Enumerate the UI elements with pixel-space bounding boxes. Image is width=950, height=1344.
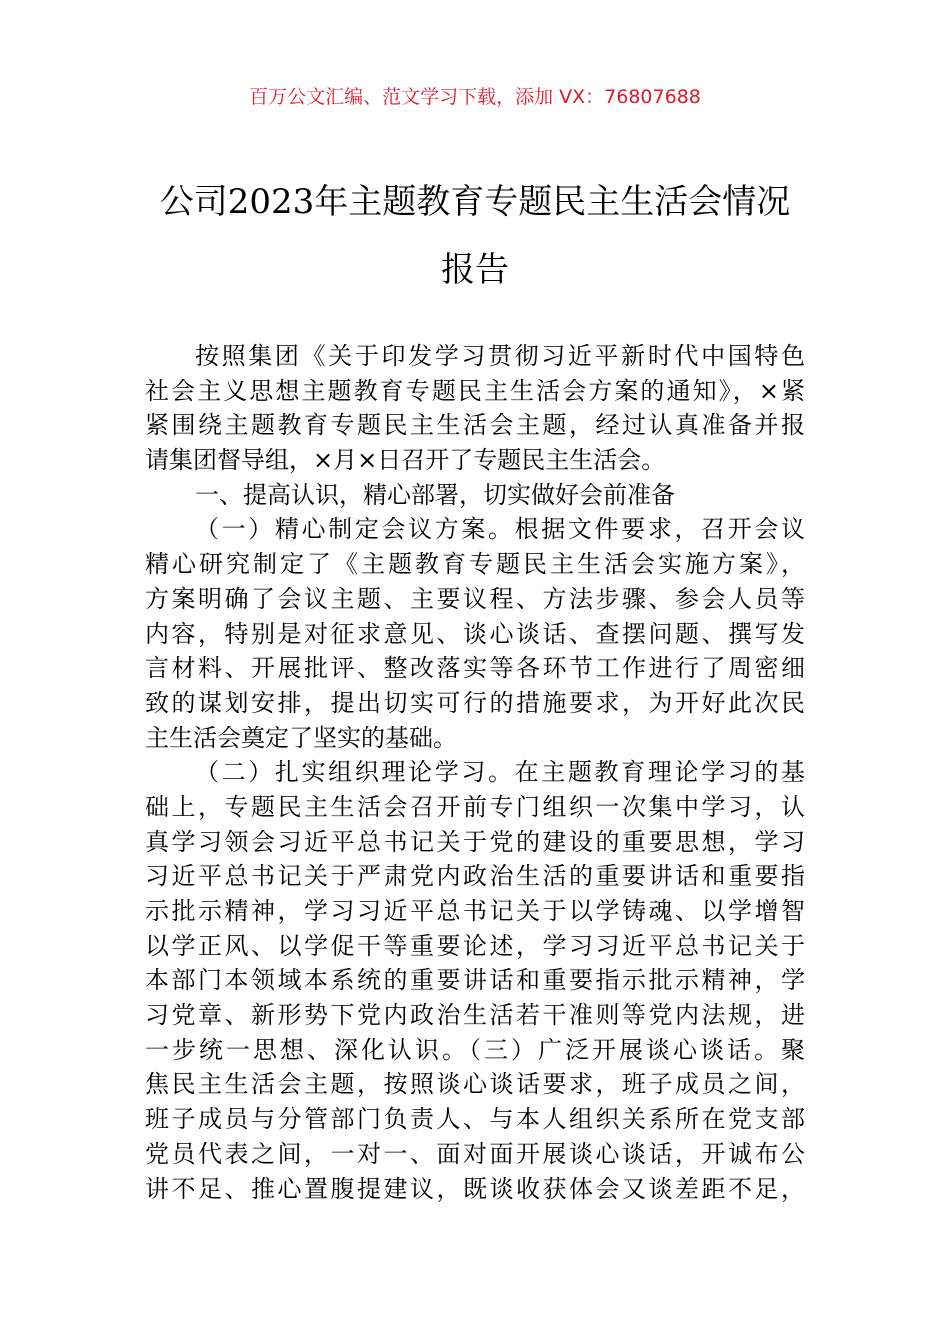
body-text-line: 社会主义思想主题教育专题民主生活会方案的通知》，×紧 — [145, 376, 805, 405]
document-title-line-1: 公司2023年主题教育专题民主生活会情况 — [159, 182, 791, 222]
body-text-line: 习近平总书记关于严肃党内政治生活的重要讲话和重要指 — [145, 862, 805, 891]
body-text-line: 习党章、新形势下党内政治生活若干准则等党内法规，进 — [145, 1001, 805, 1030]
body-text-line: 真学习领会习近平总书记关于党的建设的重要思想，学习 — [145, 827, 805, 856]
body-text-line: 班子成员与分管部门负责人、与本人组织关系所在党支部 — [145, 1105, 805, 1134]
body-text-line: 一步统一思想、深化认识。（三）广泛开展谈心谈话。聚 — [145, 1035, 805, 1064]
body-text-line: 一、提高认识，精心部署，切实做好会前准备 — [195, 480, 675, 509]
body-text-line: 主生活会奠定了坚实的基础。 — [145, 723, 457, 752]
body-text-line: 础上，专题民主生活会召开前专门组织一次集中学习，认 — [145, 792, 805, 821]
body-text-line: 本部门本领域本系统的重要讲话和重要指示批示精神，学 — [145, 966, 805, 995]
body-text-line: （二）扎实组织理论学习。在主题教育理论学习的基 — [195, 758, 805, 787]
document-body — [145, 339, 805, 1206]
document-title-line-2: 报告 — [441, 250, 509, 290]
body-text-line: 精心研究制定了《主题教育专题民主生活会实施方案》， — [145, 550, 805, 579]
body-text-line: 内容，特别是对征求意见、谈心谈话、查摆问题、撰写发 — [145, 619, 805, 648]
body-text-line: 致的谋划安排，提出切实可行的措施要求，为开好此次民 — [145, 688, 805, 717]
body-text-line: 方案明确了会议主题、主要议程、方法步骤、参会人员等 — [145, 584, 805, 613]
body-text-line: 请集团督导组，×月×日召开了专题民主生活会。 — [145, 446, 666, 475]
body-text-line: 党员代表之间，一对一、面对面开展谈心谈话，开诚布公 — [145, 1139, 805, 1168]
body-text-line: 讲不足、推心置腹提建议，既谈收获体会又谈差距不足， — [145, 1174, 805, 1203]
body-text-line: 焦民主生活会主题，按照谈心谈话要求，班子成员之间， — [145, 1070, 805, 1099]
body-text-line: （一）精心制定会议方案。根据文件要求，召开会议 — [195, 515, 805, 544]
body-text-line: 言材料、开展批评、整改落实等各环节工作进行了周密细 — [145, 654, 805, 683]
watermark-header: 百万公文汇编、范文学习下载，添加 VX：76807688 — [249, 86, 701, 108]
body-text-line: 紧围绕主题教育专题民主生活会主题，经过认真准备并报 — [145, 411, 805, 440]
body-text-line: 示批示精神，学习习近平总书记关于以学铸魂、以学增智 — [145, 897, 805, 925]
body-text-line: 以学正风、以学促干等重要论述，学习习近平总书记关于 — [145, 931, 805, 960]
body-text-line: 按照集团《关于印发学习贯彻习近平新时代中国特色 — [195, 342, 805, 370]
